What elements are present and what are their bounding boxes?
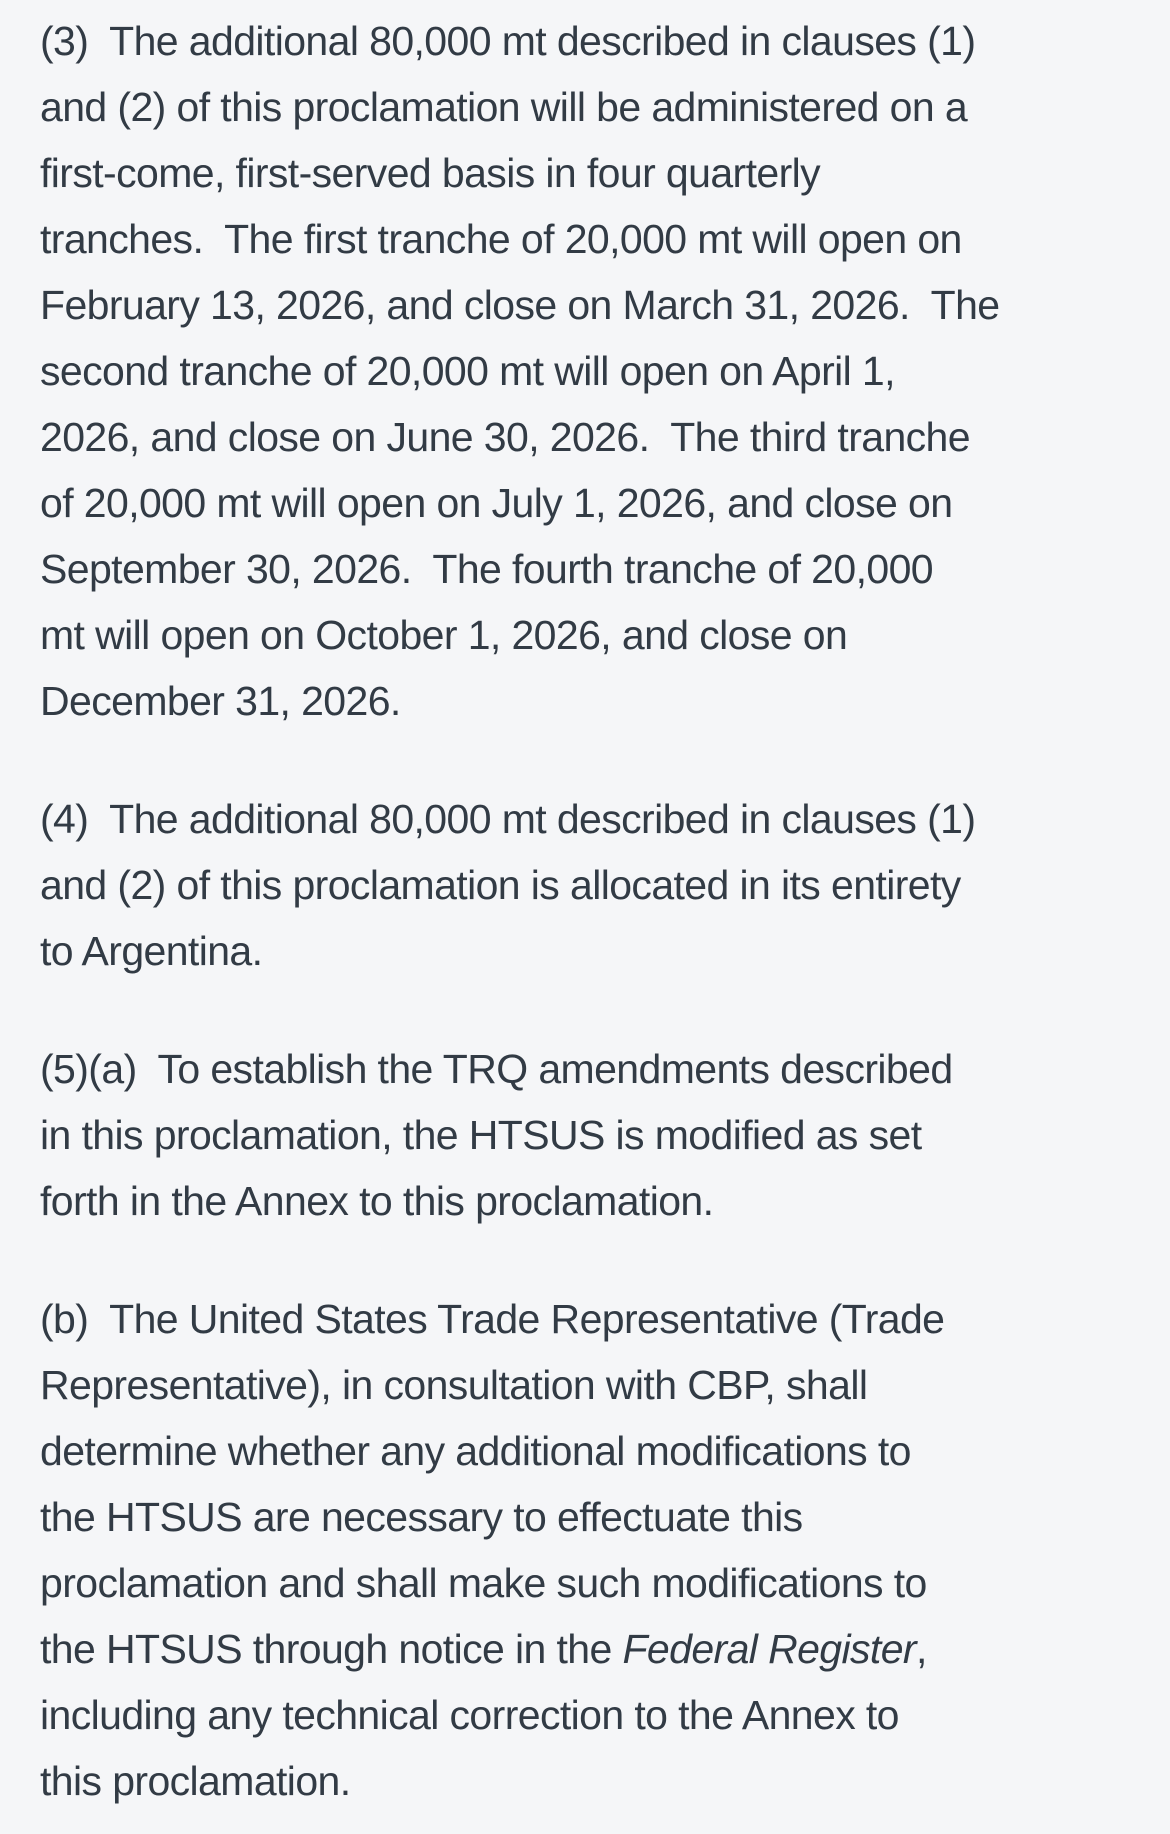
paragraph-clause-3 [40,8,1140,734]
text-line: the HTSUS are necessary to effectuate this [40,1494,803,1540]
text-line: February 13, 2026, and close on March 31, 2026. The [40,282,1000,328]
text-segment: , [915,1626,927,1672]
text-line: to Argentina. [40,928,263,974]
text-line: proclamation and shall make such modifications to [40,1560,927,1606]
text-line: tranches. The first tranche of 20,000 mt will open on [40,216,962,262]
paragraph-clause-5b [40,1286,1140,1814]
text-line: this proclamation. [40,1758,351,1804]
text-line: Representative), in consultation with CBP, shall [40,1362,868,1408]
federal-register-italic-text: Federal Register [622,1626,916,1672]
text-segment: the HTSUS through notice in the [40,1626,623,1672]
text-line: (b) The United States Trade Representative (Trade [40,1296,945,1342]
text-line: and (2) of this proclamation will be administered on a [40,84,968,130]
text-line: first-come, first-served basis in four quarterly [40,150,821,196]
text-line: including any technical correction to the Annex to [40,1692,899,1738]
text-line: forth in the Annex to this proclamation. [40,1178,714,1224]
text-line: (4) The additional 80,000 mt described in clauses (1) [40,796,976,842]
text-line: determine whether any additional modifications to [40,1428,911,1474]
text-line: of 20,000 mt will open on July 1, 2026, and close on [40,480,953,526]
text-line: September 30, 2026. The fourth tranche of 20,000 [40,546,933,592]
text-line: mt will open on October 1, 2026, and close on [40,612,848,658]
text-line: in this proclamation, the HTSUS is modified as set [40,1112,922,1158]
text-line: (3) The additional 80,000 mt described in clauses (1) [40,18,976,64]
text-line: second tranche of 20,000 mt will open on April 1, [40,348,895,394]
text-line-federal-register [40,1616,1140,1682]
text-line: December 31, 2026. [40,678,401,724]
text-line: (5)(a) To establish the TRQ amendments described [40,1046,953,1092]
paragraph-clause-5a [40,1036,1140,1234]
paragraph-clause-4 [40,786,1140,984]
text-line: 2026, and close on June 30, 2026. The third tranche [40,414,970,460]
text-line: and (2) of this proclamation is allocated in its entirety [40,862,961,908]
